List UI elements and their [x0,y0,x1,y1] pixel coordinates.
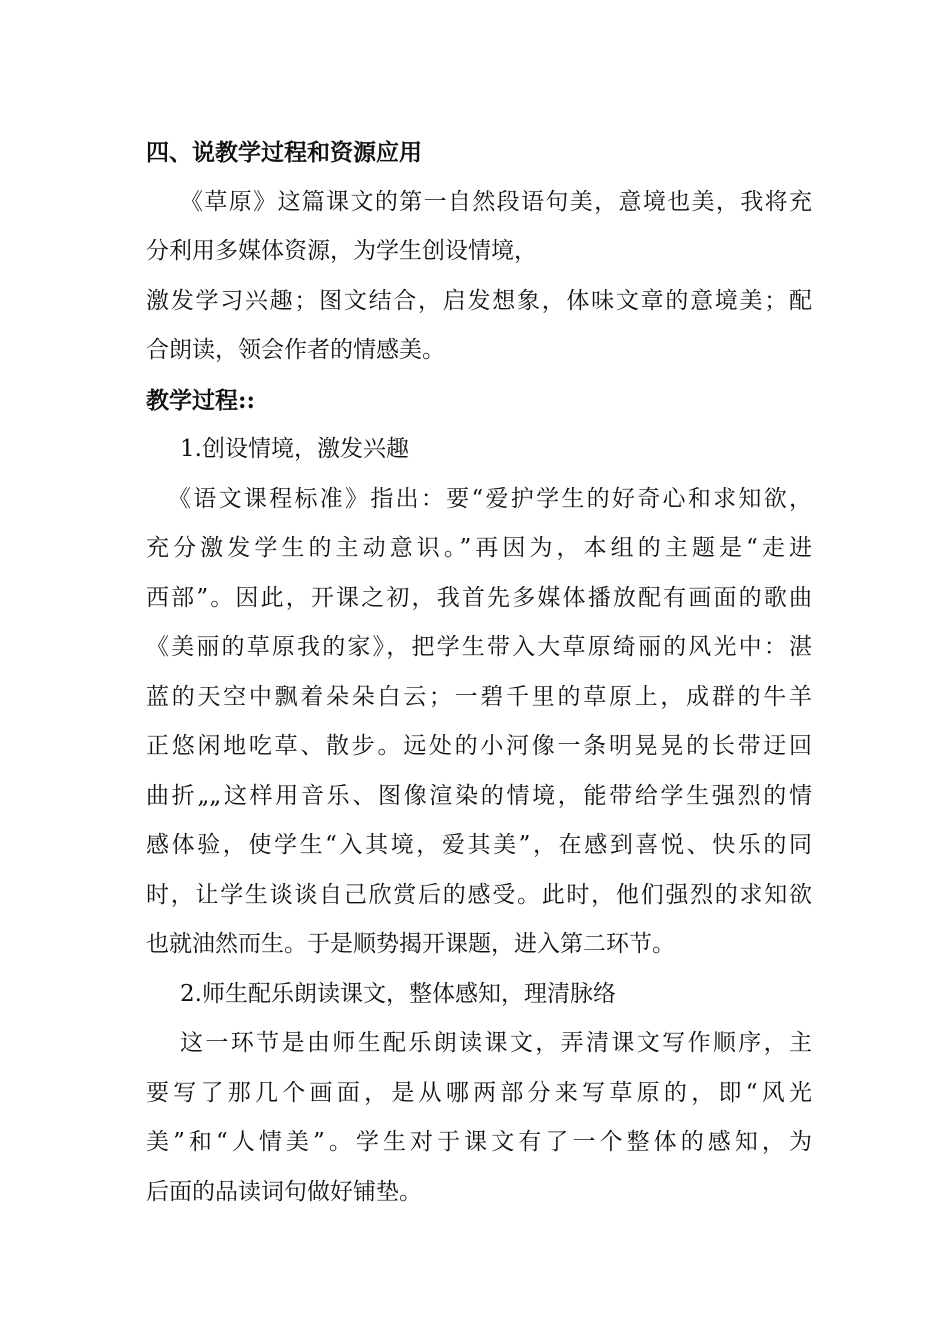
paragraph-line: 要写了那几个画面，是从哪两部分来写草原的，即“风光 [146,1079,812,1106]
paragraph-line: 这一环节是由师生配乐朗读课文，弄清课文写作顺序，主 [180,1030,812,1056]
paragraph-line: 美”和“人情美”。学生对于课文有了一个整体的感知，为 [146,1129,812,1155]
paragraph-line: 西部”。因此，开课之初，我首先多媒体播放配有画面的歌曲 [146,584,812,611]
paragraph-step1 [146,475,812,970]
paragraph-line: 《美丽的草原我的家》，把学生带入大草原绮丽的风光中：湛 [146,634,812,660]
paragraph-line: 合朗读，领会作者的情感美。 [146,337,445,363]
paragraph-step2 [146,1019,812,1217]
paragraph-line: 激发学习兴趣；图文结合，启发想象，体味文章的意境美；配 [146,287,812,314]
paragraph-intro [146,178,812,376]
paragraph-line: 分利用多媒体资源，为学生创设情境， [146,238,537,264]
paragraph-line: 感体验，使学生“入其境，爱其美”，在感到喜悦、快乐的同 [146,832,812,858]
step-title: 1.创设情境，激发兴趣 [180,436,409,462]
paragraph-line: 正悠闲地吃草、散步。远处的小河像一条明晃晃的长带迂回 [146,733,812,759]
paragraph-line: 充分激发学生的主动意识。”再因为，本组的主题是“走进 [146,535,812,561]
paragraph-line: 后面的品读词句做好铺垫。 [146,1178,422,1205]
section-heading: 四、说教学过程和资源应用 [146,139,422,166]
step-title: 2.师生配乐朗读课文，整体感知，理清脉络 [180,980,616,1007]
paragraph-line: 《草原》这篇课文的第一自然段语句美，意境也美，我将充 [180,188,812,215]
paragraph-line: 《语文课程标准》指出：要“爱护学生的好奇心和求知欲， [168,485,812,512]
paragraph-line: 蓝的天空中飘着朵朵白云；一碧千里的草原上，成群的牛羊 [146,683,812,710]
paragraph-line: 时，让学生谈谈自己欣赏后的感受。此时，他们强烈的求知欲 [146,881,812,908]
paragraph-line: 也就油然而生。于是顺势揭开课题，进入第二环节。 [146,931,675,957]
document-body [146,128,812,1217]
paragraph-line: 曲折„„这样用音乐、图像渲染的情境，能带给学生强烈的情 [146,782,812,809]
process-heading: 教学过程:: [146,386,255,414]
